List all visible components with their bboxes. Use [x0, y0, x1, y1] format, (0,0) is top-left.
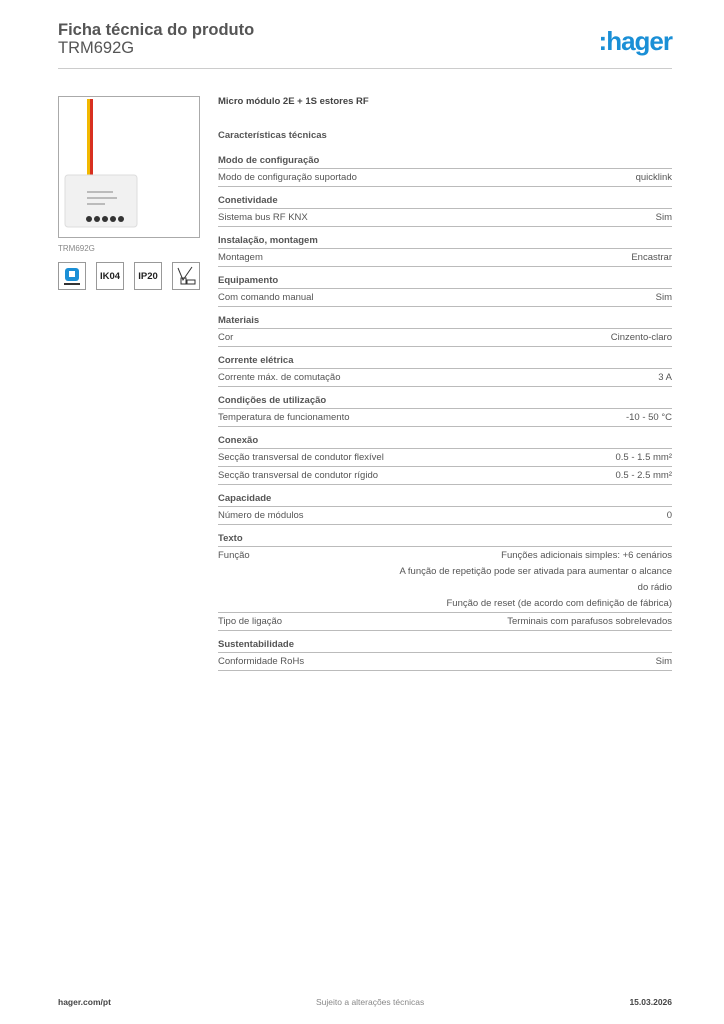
footer-website[interactable]: hager.com/pt	[58, 997, 111, 1007]
section-heading: Sustentabilidade	[218, 636, 672, 653]
spec-value	[399, 548, 672, 612]
section-heading: Conexão	[218, 432, 672, 449]
section-heading: Texto	[218, 530, 672, 547]
page-title: Ficha técnica do produto	[58, 21, 255, 39]
section-heading: Condições de utilização	[218, 392, 672, 409]
section-heading: Instalação, montagem	[218, 232, 672, 249]
spec-label: Montagem	[218, 252, 263, 263]
spec-value-line: 0	[666, 510, 672, 521]
spec-value	[507, 614, 672, 630]
spec-row	[218, 409, 672, 427]
section-heading: Conetividade	[218, 192, 672, 209]
footer-date: 15.03.2026	[629, 997, 672, 1007]
spec-value-line: A função de repetição pode ser ativada para aumentar o alcance	[399, 566, 672, 577]
spec-label: Conformidade RoHs	[218, 656, 305, 667]
spec-value-line: Cinzento-claro	[610, 332, 672, 343]
spec-section	[218, 232, 672, 267]
spec-value	[616, 468, 673, 484]
spec-value-line: Sim	[655, 212, 672, 223]
spec-row	[218, 507, 672, 525]
spec-value-line: Encastrar	[631, 252, 672, 263]
spec-value	[656, 290, 672, 306]
footer-note: Sujeito a alterações técnicas	[316, 997, 425, 1007]
spec-section	[218, 530, 672, 631]
spec-value-line: quicklink	[635, 172, 672, 183]
installation-icon	[172, 262, 200, 290]
spec-label: Temperatura de funcionamento	[218, 412, 350, 423]
spec-value-line: -10 - 50 °C	[625, 412, 672, 423]
header-divider	[58, 68, 672, 69]
spec-row	[218, 369, 672, 387]
spec-section	[218, 490, 672, 525]
spec-section	[218, 636, 672, 671]
product-reference: TRM692G	[58, 39, 135, 57]
spec-row	[218, 547, 672, 613]
spec-value	[656, 654, 672, 670]
spec-value	[616, 450, 673, 466]
spec-value	[658, 370, 672, 386]
hager-logo: :hager	[598, 26, 672, 56]
spec-label: Com comando manual	[218, 292, 314, 303]
spec-row	[218, 289, 672, 307]
spec-row	[218, 329, 672, 347]
spec-label: Corrente máx. de comutação	[218, 372, 341, 383]
spec-value	[626, 410, 672, 426]
spec-label: Função	[218, 550, 250, 561]
spec-value	[611, 330, 672, 346]
spec-value	[667, 508, 672, 524]
spec-value-line: Funções adicionais simples: +6 cenários	[501, 550, 672, 561]
spec-label: Modo de configuração suportado	[218, 172, 357, 183]
spec-value-line: do rádio	[637, 582, 672, 593]
spec-section	[218, 312, 672, 347]
spec-value-line: 0.5 - 1.5 mm²	[615, 452, 672, 463]
spec-value	[636, 170, 672, 186]
spec-label: Tipo de ligação	[218, 616, 283, 627]
product-image	[58, 96, 200, 238]
spec-value-line: Sim	[655, 656, 672, 667]
spec-value-line: Função de reset (de acordo com definição de fábrica)	[446, 598, 672, 609]
section-heading: Equipamento	[218, 272, 672, 289]
spec-label: Número de módulos	[218, 510, 304, 521]
characteristics-heading: Características técnicas	[218, 130, 327, 141]
spec-row	[218, 613, 672, 631]
spec-section	[218, 152, 672, 187]
spec-section	[218, 352, 672, 387]
spec-value	[631, 250, 672, 266]
section-heading: Capacidade	[218, 490, 672, 507]
spec-value-line: 3 A	[658, 372, 672, 383]
spec-label: Secção transversal de condutor rígido	[218, 470, 379, 481]
section-heading: Modo de configuração	[218, 152, 672, 169]
spec-section	[218, 432, 672, 485]
quicklink-icon	[58, 262, 86, 290]
spec-label: Sistema bus RF KNX	[218, 212, 308, 223]
spec-row	[218, 249, 672, 267]
image-caption: TRM692G	[58, 244, 95, 253]
spec-section	[218, 392, 672, 427]
spec-row	[218, 169, 672, 187]
ik04-badge: IK04	[96, 262, 124, 290]
spec-value-line: Terminais com parafusos sobrelevados	[507, 616, 672, 627]
spec-value	[656, 210, 672, 226]
spec-row	[218, 449, 672, 467]
spec-value-line: Sim	[655, 292, 672, 303]
section-heading: Materiais	[218, 312, 672, 329]
section-heading: Corrente elétrica	[218, 352, 672, 369]
ip20-badge: IP20	[134, 262, 162, 290]
spec-row	[218, 467, 672, 485]
spec-section	[218, 192, 672, 227]
spec-label: Secção transversal de condutor flexível	[218, 452, 384, 463]
spec-row	[218, 209, 672, 227]
product-name: Micro módulo 2E + 1S estores RF	[218, 96, 369, 107]
spec-row	[218, 653, 672, 671]
spec-value-line: 0.5 - 2.5 mm²	[615, 470, 672, 481]
spec-section	[218, 272, 672, 307]
spec-label: Cor	[218, 332, 234, 343]
